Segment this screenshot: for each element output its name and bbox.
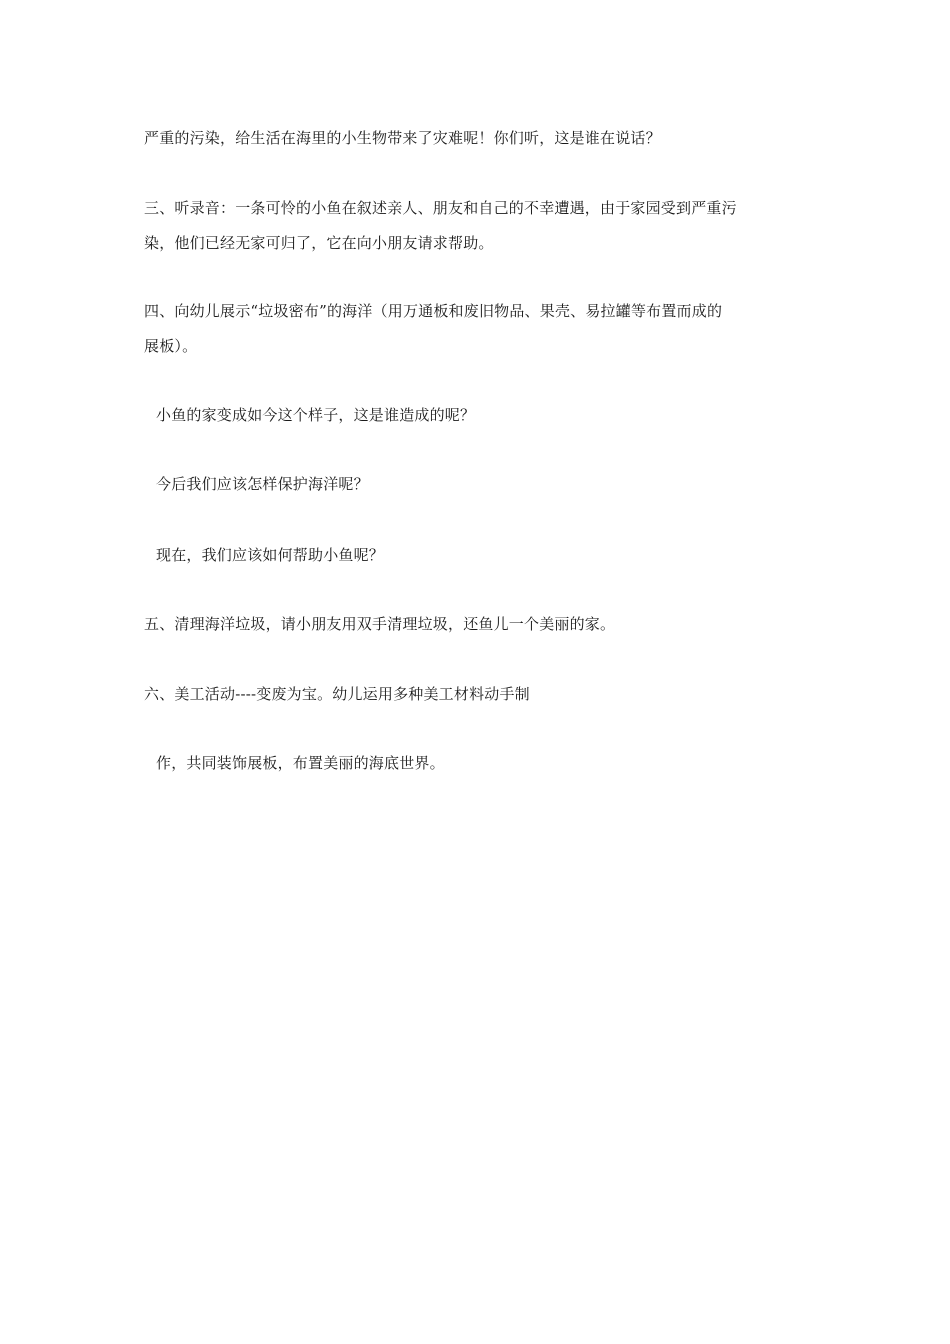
question-line-3: 现在，我们应该如何帮助小鱼呢？ bbox=[156, 546, 385, 564]
section-six-line-1: 六、美工活动----变废为宝。幼儿运用多种美工材料动手制 bbox=[144, 685, 530, 703]
section-three-line-1: 三、听录音：一条可怜的小鱼在叙述亲人、朋友和自己的不幸遭遇，由于家园受到严重污 bbox=[144, 199, 737, 217]
section-six-line-2: 作，共同装饰展板，布置美丽的海底世界。 bbox=[156, 754, 445, 772]
paragraph-line-1: 严重的污染，给生活在海里的小生物带来了灾难呢！你们听，这是谁在说话？ bbox=[144, 129, 661, 147]
question-line-2: 今后我们应该怎样保护海洋呢？ bbox=[156, 475, 369, 493]
section-five-line: 五、清理海洋垃圾，请小朋友用双手清理垃圾，还鱼儿一个美丽的家。 bbox=[144, 615, 616, 633]
section-four-line-1: 四、向幼儿展示“垃圾密布”的海洋（用万通板和废旧物品、果壳、易拉罐等布置而成的 bbox=[144, 302, 723, 320]
section-three-line-2: 染，他们已经无家可归了，它在向小朋友请求帮助。 bbox=[144, 234, 494, 252]
question-line-1: 小鱼的家变成如今这个样子，这是谁造成的呢？ bbox=[156, 406, 476, 424]
section-four-line-2: 展板）。 bbox=[144, 337, 198, 355]
